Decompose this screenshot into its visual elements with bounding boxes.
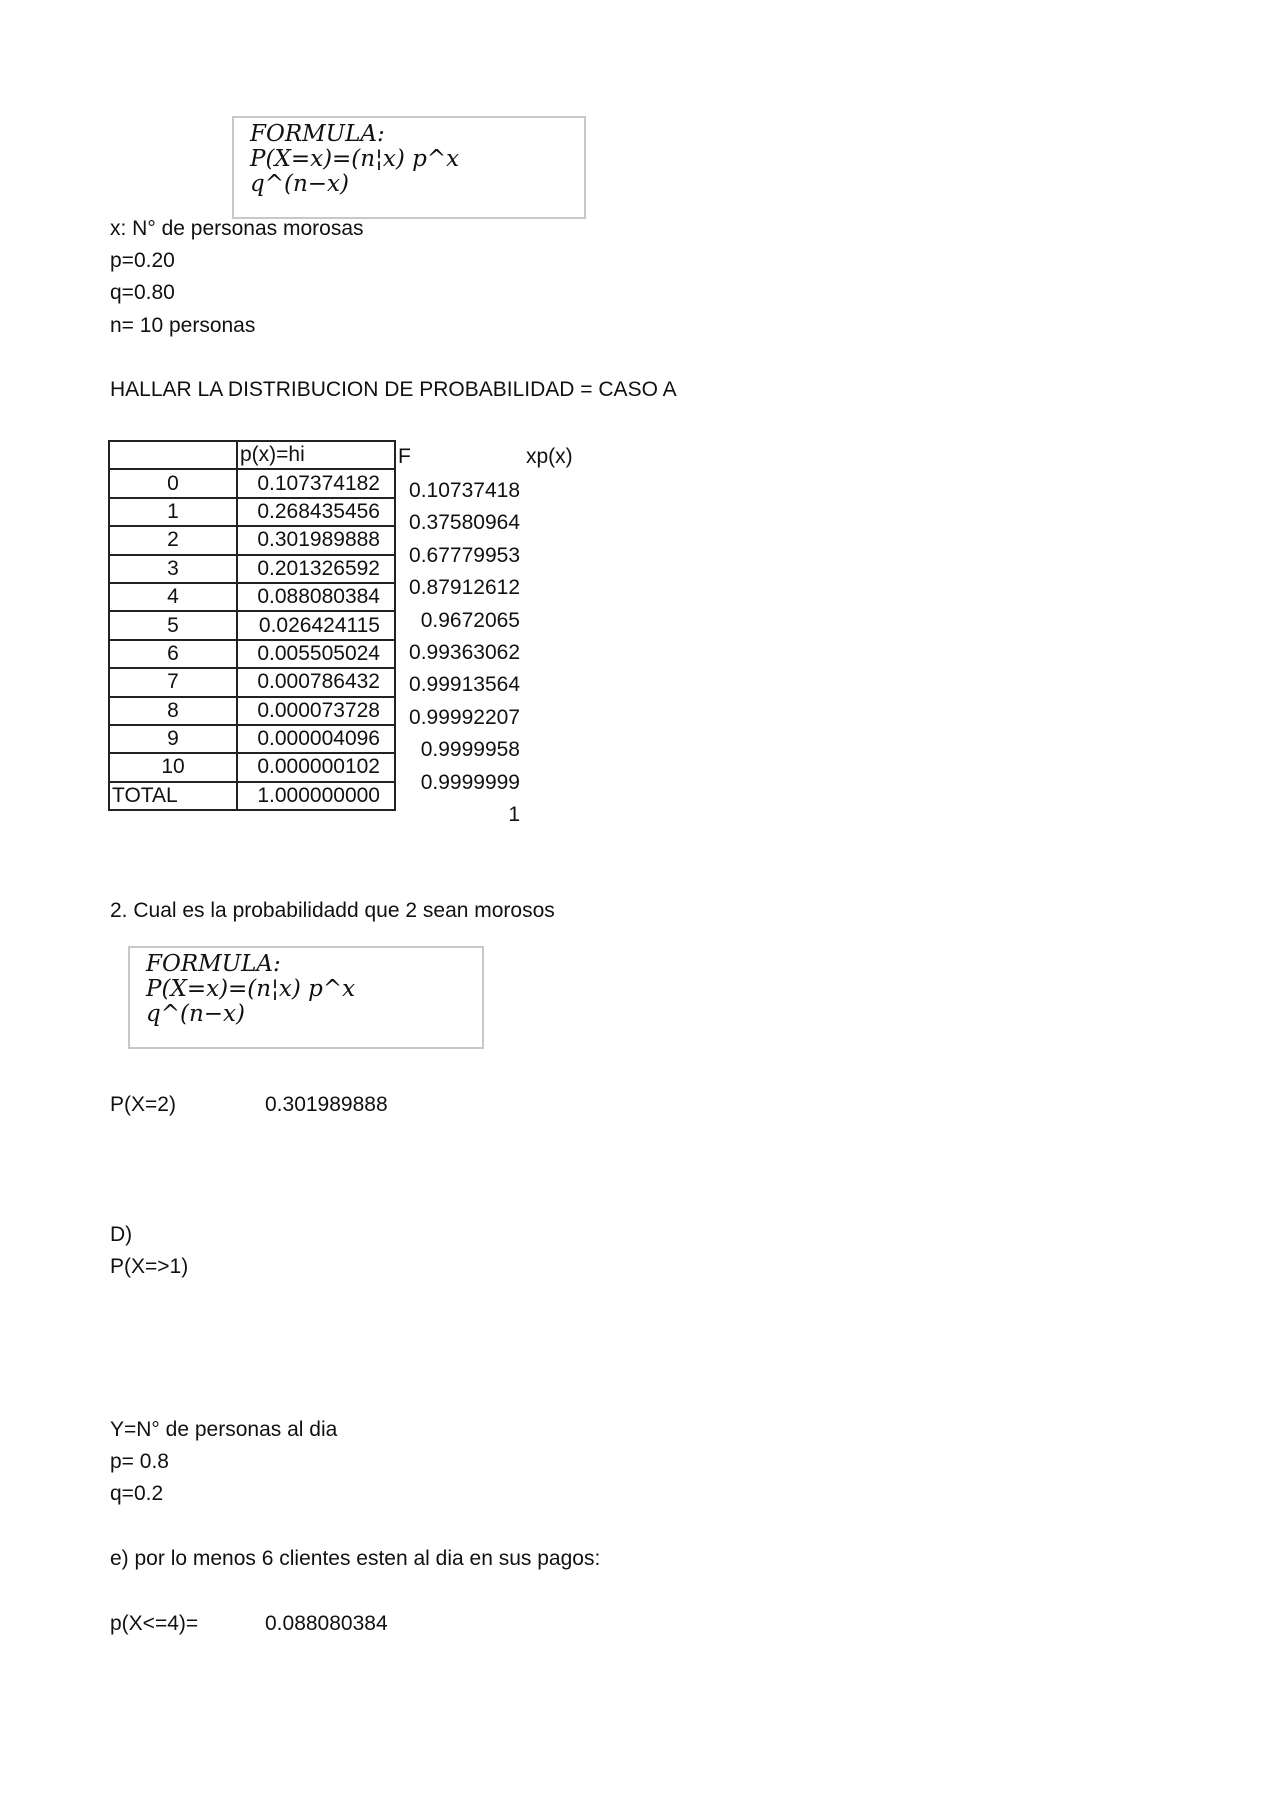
cell-px: 0.000786432 [237, 668, 395, 696]
part-d-expression: P(X=>1) [110, 1255, 189, 1278]
px2-label: P(X=2) [110, 1093, 176, 1116]
formula-expression: P(X=x)=(n¦x) p^x [250, 146, 460, 172]
cell-f: 0.67779953 [409, 544, 520, 567]
definition-x: x: N° de personas morosas [110, 217, 364, 240]
table-row [109, 668, 395, 696]
section-title: HALLAR LA DISTRIBUCION DE PROBABILIDAD = CASO A [110, 378, 677, 401]
cell-f: 0.9672065 [420, 609, 520, 632]
cell-f: 0.99992207 [409, 706, 520, 729]
cell-px: 0.000000102 [237, 753, 395, 781]
cell-px: 0.005505024 [237, 640, 395, 668]
total-label: TOTAL [109, 782, 237, 810]
header-xp: xp(x) [526, 445, 573, 468]
definition-y: Y=N° de personas al dia [110, 1418, 338, 1441]
cell-x: 8 [109, 697, 237, 725]
px2-value: 0.301989888 [265, 1093, 388, 1116]
cell-x: 7 [109, 668, 237, 696]
cell-x: 4 [109, 583, 237, 611]
formula-expression-cont: q^(n−x) [146, 1001, 245, 1027]
cell-f: 0.99363062 [409, 641, 520, 664]
cell-x: 3 [109, 555, 237, 583]
table-row [109, 640, 395, 668]
distribution-table [108, 440, 396, 811]
cell-x: 5 [109, 611, 237, 639]
table-row [109, 469, 395, 497]
cell-px: 0.026424115 [237, 611, 395, 639]
table-row [109, 753, 395, 781]
definition-q: q=0.80 [110, 281, 175, 304]
definition-p-y: p= 0.8 [110, 1450, 169, 1473]
table-row [109, 725, 395, 753]
cell-px: 0.000004096 [237, 725, 395, 753]
formula-expression-cont: q^(n−x) [250, 171, 349, 197]
cell-x: 10 [109, 753, 237, 781]
total-value: 1.000000000 [237, 782, 395, 810]
question-2: 2. Cual es la probabilidadd que 2 sean morosos [110, 899, 555, 922]
formula-expression: P(X=x)=(n¦x) p^x [146, 976, 356, 1002]
cell-x: 2 [109, 526, 237, 554]
header-f: F [398, 445, 411, 468]
formula-title: FORMULA: [250, 121, 385, 147]
definition-q-y: q=0.2 [110, 1482, 164, 1505]
definition-n: n= 10 personas [110, 314, 256, 337]
part-d-label: D) [110, 1223, 133, 1246]
header-x [109, 441, 237, 469]
cell-x: 9 [109, 725, 237, 753]
cell-f: 0.37580964 [409, 511, 520, 534]
cell-f: 0.10737418 [409, 479, 520, 502]
cell-px: 0.000073728 [237, 697, 395, 725]
cell-px: 0.301989888 [237, 526, 395, 554]
cell-f: 1 [508, 803, 520, 826]
cell-px: 0.107374182 [237, 469, 395, 497]
cell-f: 0.9999999 [420, 771, 520, 794]
formula-box-2 [128, 946, 484, 1049]
table-total-row [109, 782, 395, 810]
table-row [109, 697, 395, 725]
cell-f: 0.99913564 [409, 673, 520, 696]
cell-px: 0.268435456 [237, 498, 395, 526]
table-row [109, 555, 395, 583]
cell-x: 1 [109, 498, 237, 526]
formula-title: FORMULA: [146, 951, 281, 977]
cell-x: 0 [109, 469, 237, 497]
table-row [109, 498, 395, 526]
cell-f: 0.9999958 [420, 738, 520, 761]
header-px: p(x)=hi [237, 441, 395, 469]
pxle4-value: 0.088080384 [265, 1612, 388, 1635]
definition-p: p=0.20 [110, 249, 175, 272]
cell-x: 6 [109, 640, 237, 668]
table-row [109, 526, 395, 554]
table-row [109, 583, 395, 611]
part-e: e) por lo menos 6 clientes esten al dia en sus pagos: [110, 1547, 601, 1570]
cell-px: 0.088080384 [237, 583, 395, 611]
pxle4-label: p(X<=4)= [110, 1612, 199, 1635]
table-header-row [109, 441, 395, 469]
cell-px: 0.201326592 [237, 555, 395, 583]
cell-f: 0.87912612 [409, 576, 520, 599]
table-row [109, 611, 395, 639]
formula-box [232, 116, 586, 219]
